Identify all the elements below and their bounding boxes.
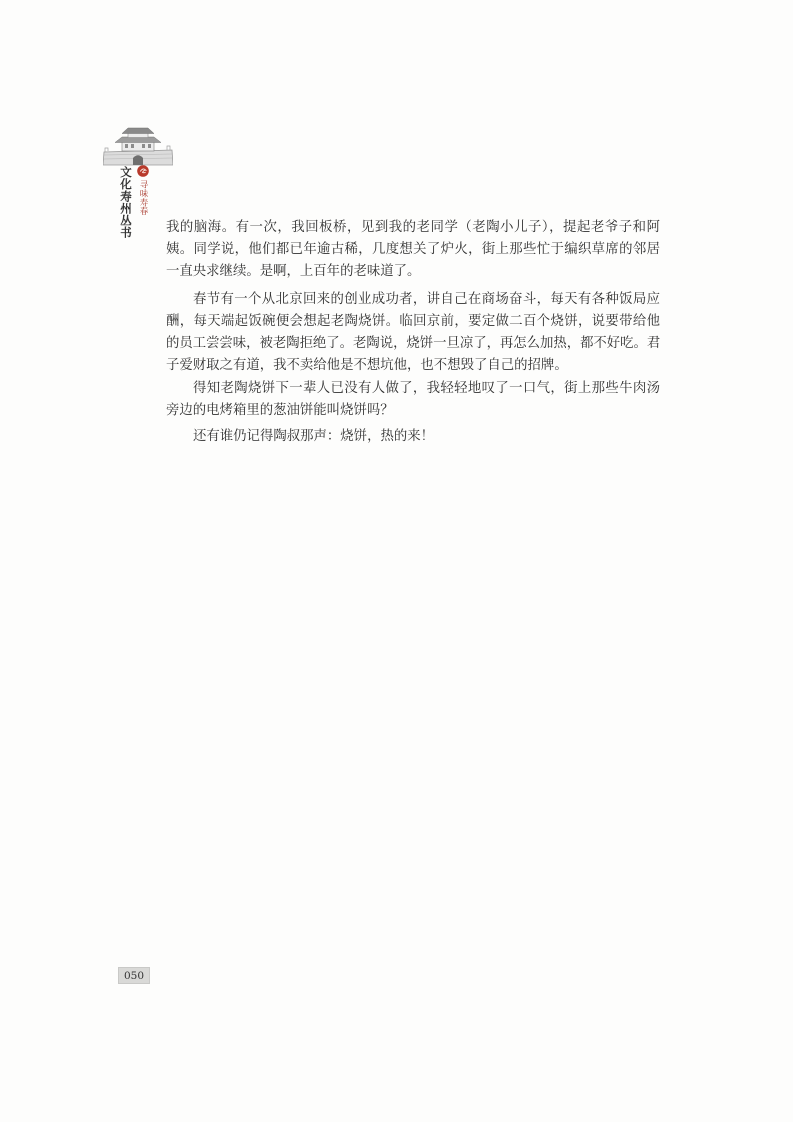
volume-title: 寻味寿春 [138, 180, 148, 216]
paragraph [166, 426, 660, 448]
paragraph [166, 378, 660, 422]
text-line: 一直央求继续。是啊，上百年的老味道了。 [166, 264, 421, 279]
city-gate-illustration [103, 127, 173, 167]
paragraph [166, 289, 660, 377]
series-title: 文化寿州丛书 [119, 166, 133, 239]
text-line: 春节有一个从北京回来的创业成功者，讲自己在商场奋斗，每天有各种饭局应 [193, 292, 660, 307]
text-line: 还有谁仍记得陶叔那声：烧饼，热的来！ [193, 429, 435, 444]
page-number: 050 [118, 967, 150, 984]
text-line: 我的脑海。有一次，我回板桥，见到我的老同学（老陶小儿子），提起老爷子和阿 [166, 220, 660, 235]
text-line: 的员工尝尝味，被老陶拒绝了。老陶说，烧饼一旦凉了，再怎么加热，都不好吃。君 [166, 336, 660, 351]
seal-mark-icon [137, 165, 149, 177]
text-line: 酬，每天端起饭碗便会想起老陶烧饼。临回京前，要定做二百个烧饼，说要带给他 [166, 314, 660, 329]
text-line: 得知老陶烧饼下一辈人已没有人做了，我轻轻地叹了一口气，街上那些牛肉汤 [193, 381, 660, 396]
text-line: 子爱财取之有道，我不卖给他是不想坑他，也不想毁了自己的招牌。 [166, 358, 568, 373]
paragraph [166, 217, 660, 283]
text-line: 旁边的电烤箱里的葱油饼能叫烧饼吗？ [166, 403, 394, 418]
text-line: 姨。同学说，他们都已年逾古稀，几度想关了炉火，街上那些忙于编织草席的邻居 [166, 242, 660, 257]
